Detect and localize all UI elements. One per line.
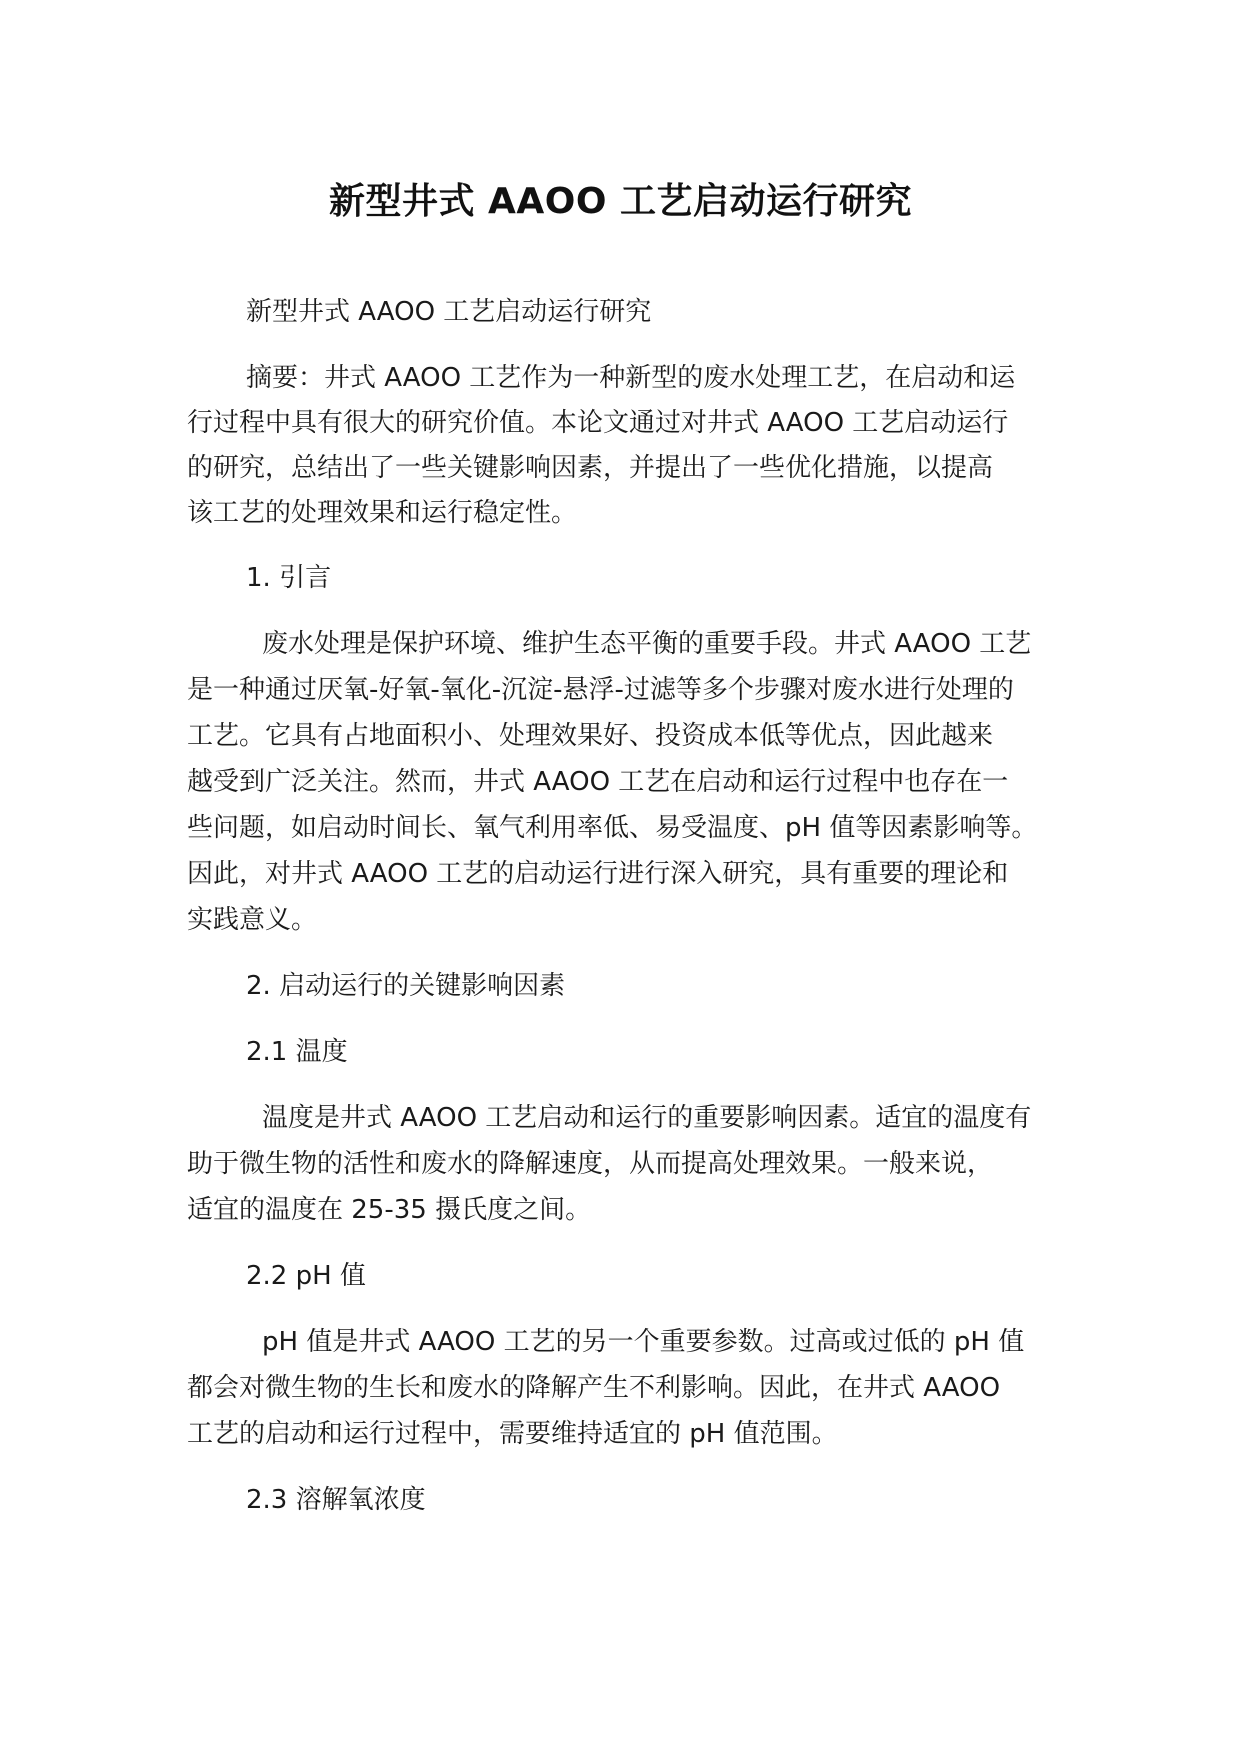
section-heading: 2. 启动运行的关键影响因素: [246, 971, 566, 1001]
abstract-line: 该工艺的处理效果和运行稳定性。: [187, 498, 578, 528]
paragraph-line: 温度是井式 AAOO 工艺启动和运行的重要影响因素。适宜的温度有: [262, 1103, 1032, 1133]
paragraph-line: 工艺。它具有占地面积小、处理效果好、投资成本低等优点，因此越来: [187, 721, 994, 751]
abstract-line: 的研究，总结出了一些关键影响因素，并提出了一些优化措施，以提高: [187, 453, 994, 483]
subsection-heading: 2.1 温度: [246, 1037, 348, 1067]
subsection-heading: 2.2 pH 值: [246, 1261, 366, 1291]
abstract-line: 摘要：井式 AAOO 工艺作为一种新型的废水处理工艺，在启动和运: [246, 363, 1016, 393]
document-title: 新型井式 AAOO 工艺启动运行研究: [329, 181, 912, 222]
subsection-heading: 2.3 溶解氧浓度: [246, 1485, 426, 1515]
paragraph-line: 助于微生物的活性和废水的降解速度，从而提高处理效果。一般来说，: [187, 1149, 994, 1179]
paragraph-line: 适宜的温度在 25-35 摄氏度之间。: [187, 1195, 592, 1225]
paragraph-line: 越受到广泛关注。然而，井式 AAOO 工艺在启动和运行过程中也存在一: [187, 767, 1009, 797]
paragraph-line: 都会对微生物的生长和废水的降解产生不利影响。因此，在井式 AAOO: [187, 1373, 1001, 1403]
document-subtitle: 新型井式 AAOO 工艺启动运行研究: [246, 297, 652, 327]
paragraph-line: 些问题，如启动时间长、氧气利用率低、易受温度、pH 值等因素影响等。: [187, 813, 1038, 843]
paragraph-line: 实践意义。: [187, 905, 318, 935]
paragraph-line: 因此，对井式 AAOO 工艺的启动运行进行深入研究，具有重要的理论和: [187, 859, 1009, 889]
paragraph-line: 工艺的启动和运行过程中，需要维持适宜的 pH 值范围。: [187, 1419, 838, 1449]
paragraph-line: 是一种通过厌氧-好氧-氧化-沉淀-悬浮-过滤等多个步骤对废水进行处理的: [187, 675, 1014, 705]
paragraph-line: pH 值是井式 AAOO 工艺的另一个重要参数。过高或过低的 pH 值: [262, 1327, 1025, 1357]
paragraph-line: 废水处理是保护环境、维护生态平衡的重要手段。井式 AAOO 工艺: [262, 629, 1032, 659]
section-heading: 1. 引言: [246, 563, 332, 593]
abstract-line: 行过程中具有很大的研究价值。本论文通过对井式 AAOO 工艺启动运行: [187, 408, 1009, 438]
